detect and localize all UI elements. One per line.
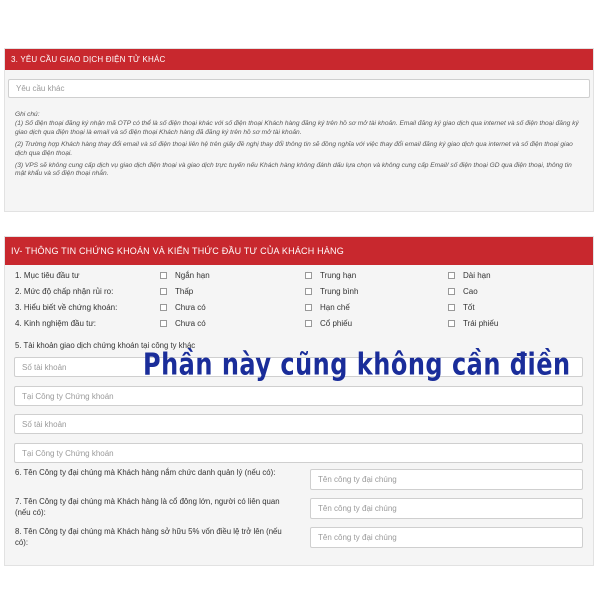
option-none[interactable]: Chưa có	[160, 303, 206, 312]
checkbox[interactable]	[305, 272, 312, 279]
note-1: (1) Số điện thoại đăng ký nhận mã OTP có thể là số điện thoại khác với số điện thoại Khách hàng đăng ký trên hồ sơ mở tài khoản. Email đăng ký giao dịch qua internet và số điện thoại đăng ký giao dịch qua điện thoại là email và số điện thoại Khách hàng đã đăng ký trên hồ sơ mở tài khoản.	[15, 120, 579, 136]
option-short-term[interactable]: Ngắn hạn	[160, 271, 210, 280]
section-4-panel	[4, 236, 594, 566]
company-input-2[interactable]: Tại Công ty Chứng khoán	[14, 443, 583, 463]
q7-label: 7. Tên Công ty đại chúng mà Khách hàng là cổ đông lớn, người có liên quan (nếu có):	[15, 497, 280, 517]
row-label: 1. Mục tiêu đầu tư	[15, 271, 80, 280]
other-request-input[interactable]: Yêu cầu khác	[8, 79, 590, 98]
checkbox[interactable]	[448, 304, 455, 311]
knowledge-row	[15, 301, 585, 315]
section-3-panel	[4, 48, 594, 212]
row-label: 4. Kinh nghiệm đầu tư:	[15, 319, 96, 328]
checkbox[interactable]	[160, 320, 167, 327]
option-high[interactable]: Cao	[448, 287, 478, 296]
notes-title: Ghi chú:	[15, 111, 40, 118]
checkbox[interactable]	[448, 272, 455, 279]
note-3: (3) VPS sẽ không cung cấp dịch vụ giao dịch điện thoại và giao dịch trực tuyến nếu Khách hàng không đánh dấu lựa chọn và không cung cấp Email/ số điện thoại GD qua điện thoại, thông tin mật khẩu và số điện thoại nhắn.	[15, 162, 572, 178]
option-limited[interactable]: Hạn chế	[305, 303, 350, 312]
q6-company-input[interactable]: Tên công ty đại chúng	[310, 469, 583, 490]
checkbox[interactable]	[305, 304, 312, 311]
option-medium[interactable]: Trung bình	[305, 287, 358, 296]
experience-row	[15, 317, 585, 331]
option-no-experience[interactable]: Chưa có	[160, 319, 206, 328]
checkbox[interactable]	[305, 288, 312, 295]
note-2: (2) Trường hợp Khách hàng thay đổi email và số điện thoại liên hệ trên giấy đề nghị thay đổi thông tin sẽ đồng nghĩa với việc thay đổi email đăng ký giao dịch qua internet và số điện thoại giao dịch qua điện thoại.	[15, 141, 573, 157]
option-low[interactable]: Thấp	[160, 287, 193, 296]
row-label: 3. Hiểu biết về chứng khoán:	[15, 303, 118, 312]
checkbox[interactable]	[160, 304, 167, 311]
account-number-input-2[interactable]: Số tài khoản	[14, 414, 583, 434]
risk-tolerance-row	[15, 285, 585, 299]
q5-label: 5. Tài khoản giao dịch chứng khoán tại công ty khác	[15, 341, 196, 350]
checkbox[interactable]	[448, 288, 455, 295]
checkbox[interactable]	[160, 272, 167, 279]
q7-company-input[interactable]: Tên công ty đại chúng	[310, 498, 583, 519]
q8-company-input[interactable]: Tên công ty đại chúng	[310, 527, 583, 548]
option-mid-term[interactable]: Trung hạn	[305, 271, 356, 280]
account-number-input-1[interactable]: Số tài khoản	[14, 357, 583, 377]
q8-label: 8. Tên Công ty đại chúng mà Khách hàng sở hữu 5% vốn điều lệ trở lên (nếu có):	[15, 527, 282, 547]
option-bonds[interactable]: Trái phiếu	[448, 319, 498, 328]
overlay-annotation: Phần này cũng không cần điền	[143, 347, 571, 382]
company-input-1[interactable]: Tại Công ty Chứng khoán	[14, 386, 583, 406]
option-good[interactable]: Tốt	[448, 303, 475, 312]
checkbox[interactable]	[305, 320, 312, 327]
section-4-header: IV- THÔNG TIN CHỨNG KHOÁN VÀ KIẾN THỨC ĐẦU TƯ CỦA KHÁCH HÀNG	[5, 237, 593, 265]
row-label: 2. Mức độ chấp nhận rủi ro:	[15, 287, 114, 296]
q6-label: 6. Tên Công ty đại chúng mà Khách hàng nắm chức danh quản lý (nếu có):	[15, 468, 276, 477]
investment-goal-row	[15, 269, 585, 283]
section-3-header: 3. YÊU CẦU GIAO DỊCH ĐIỆN TỬ KHÁC	[5, 49, 593, 70]
checkbox[interactable]	[448, 320, 455, 327]
option-long-term[interactable]: Dài hạn	[448, 271, 491, 280]
option-stocks[interactable]: Cổ phiếu	[305, 319, 352, 328]
notes-block	[15, 111, 583, 183]
checkbox[interactable]	[160, 288, 167, 295]
